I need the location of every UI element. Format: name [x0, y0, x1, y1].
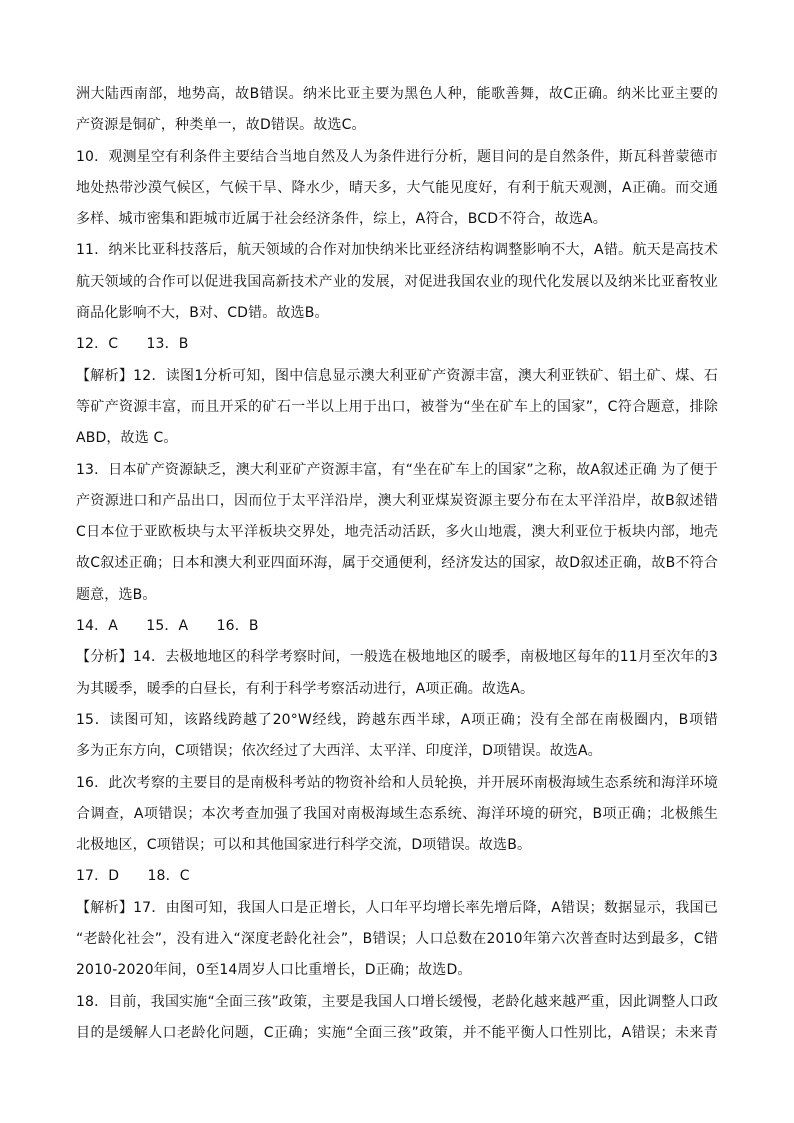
text-line: 洲大陆西南部，地势高，故B错误。纳米比亚主要为黑色人种，能歌善舞，故C正确。纳米比亚主要的 — [76, 86, 718, 102]
text-line: C日本位于亚欧板块与太平洋板块交界处，地壳活动活跃，多火山地震，澳大利亚位于板块内部，地壳 — [76, 524, 718, 541]
text-line: 故C叙述正确；日本和澳大利亚四面环海，属于交通便利，经济发达的国家，故D叙述正确，故B不符合 — [76, 555, 718, 572]
text-line: 多为正东方向，C项错误；依次经过了大西洋、太平洋、印度洋，D项错误。故选A。 — [76, 743, 602, 760]
text-line: “老龄化社会”，没有进入“深度老龄化社会”，B错误；人口总数在2010年第六次普查时达到最多，C错 — [76, 931, 718, 948]
text-line: 10．观测星空有利条件主要结合当地自然及人为条件进行分析，题目问的是自然条件，斯瓦科普蒙德市 — [76, 148, 718, 165]
text-line: 合调查，A项错误；本次考查加强了我国对南极海域生态系统、海洋环境的研究，B项正确；北极熊生 — [76, 805, 718, 822]
text-line: 为其暖季，暖季的白昼长，有利于科学考察活动进行，A项正确。故选A。 — [76, 680, 535, 697]
text-line: ABD，故选 C。 — [76, 430, 178, 447]
text-line: 多样、城市密集和距城市近属于社会经济条件，综上，A符合，BCD不符合，故选A。 — [76, 211, 607, 228]
text-line: 16．此次考察的主要目的是南极科考站的物资补给和人员轮换，并开展环南极海域生态系统和海洋环境 — [76, 774, 718, 791]
text-line: 15．读图可知，该路线跨越了20°W经线，跨越东西半球，A项正确；没有全部在南极圈内，B项错 — [76, 711, 718, 728]
text-line: 产资源是铜矿，种类单一，故D错误。故选C。 — [76, 117, 366, 134]
text-line: 11．纳米比亚科技落后，航天领域的合作对加快纳米比亚经济结构调整影响不大，A错。航天是高技术 — [76, 242, 718, 259]
text-line: 12．C 13．B — [76, 336, 189, 353]
text-line: 题意，选B。 — [76, 586, 157, 603]
text-line: 等矿产资源丰富，而且开采的矿石一半以上用于出口，被誉为“坐在矿车上的国家”，C符合题意，排除 — [76, 398, 718, 415]
text-line: 【解析】17．由图可知，我国人口是正增长，人口年平均增长率先增后降，A错误；数据显示，我国已 — [76, 899, 718, 916]
text-line: 目的是缓解人口老龄化问题，C正确；实施“全面三孩”政策，并不能平衡人口性别比，A错误；未来青 — [76, 1024, 718, 1041]
text-line: 商品化影响不大，B对、CD错。故选B。 — [76, 305, 329, 322]
text-line: 北极地区，C项错误；可以和其他国家进行科学交流，D项错误。故选B。 — [76, 837, 532, 854]
text-line: 产资源进口和产品出口，因而位于太平洋沿岸，澳大利亚煤炭资源主要分布在太平洋沿岸，故B叙述错 — [76, 492, 718, 509]
text-line: 航天领域的合作可以促进我国高新技术产业的发展，对促进我国农业的现代化发展以及纳米比亚畜牧业 — [76, 273, 718, 290]
text-line: 14．A 15．A 16．B — [76, 618, 259, 635]
answer-explanation-text — [76, 79, 718, 1049]
text-line: 13．日本矿产资源缺乏，澳大利亚矿产资源丰富，有“坐在矿车上的国家”之称，故A叙述正确 为了便于 — [76, 461, 718, 478]
text-line: 【分析】14．去极地地区的科学考察时间，一般选在极地地区的暖季，南极地区每年的11月至次年的3 — [76, 649, 718, 666]
text-line: 17．D 18．C — [76, 868, 190, 885]
text-line: 【解析】12．读图1分析可知，图中信息显示澳大利亚矿产资源丰富，澳大利亚铁矿、铝土矿、煤、石 — [76, 367, 718, 384]
text-line: 2010-2020年间，0至14周岁人口比重增长，D正确；故选D。 — [76, 962, 472, 979]
text-line: 18．目前，我国实施“全面三孩”政策，主要是我国人口增长缓慢，老龄化越来越严重，因此调整人口政 — [76, 993, 718, 1010]
text-line: 地处热带沙漠气候区，气候干旱、降水少，晴天多，大气能见度好，有利于航天观测，A正确。而交通 — [76, 179, 718, 196]
